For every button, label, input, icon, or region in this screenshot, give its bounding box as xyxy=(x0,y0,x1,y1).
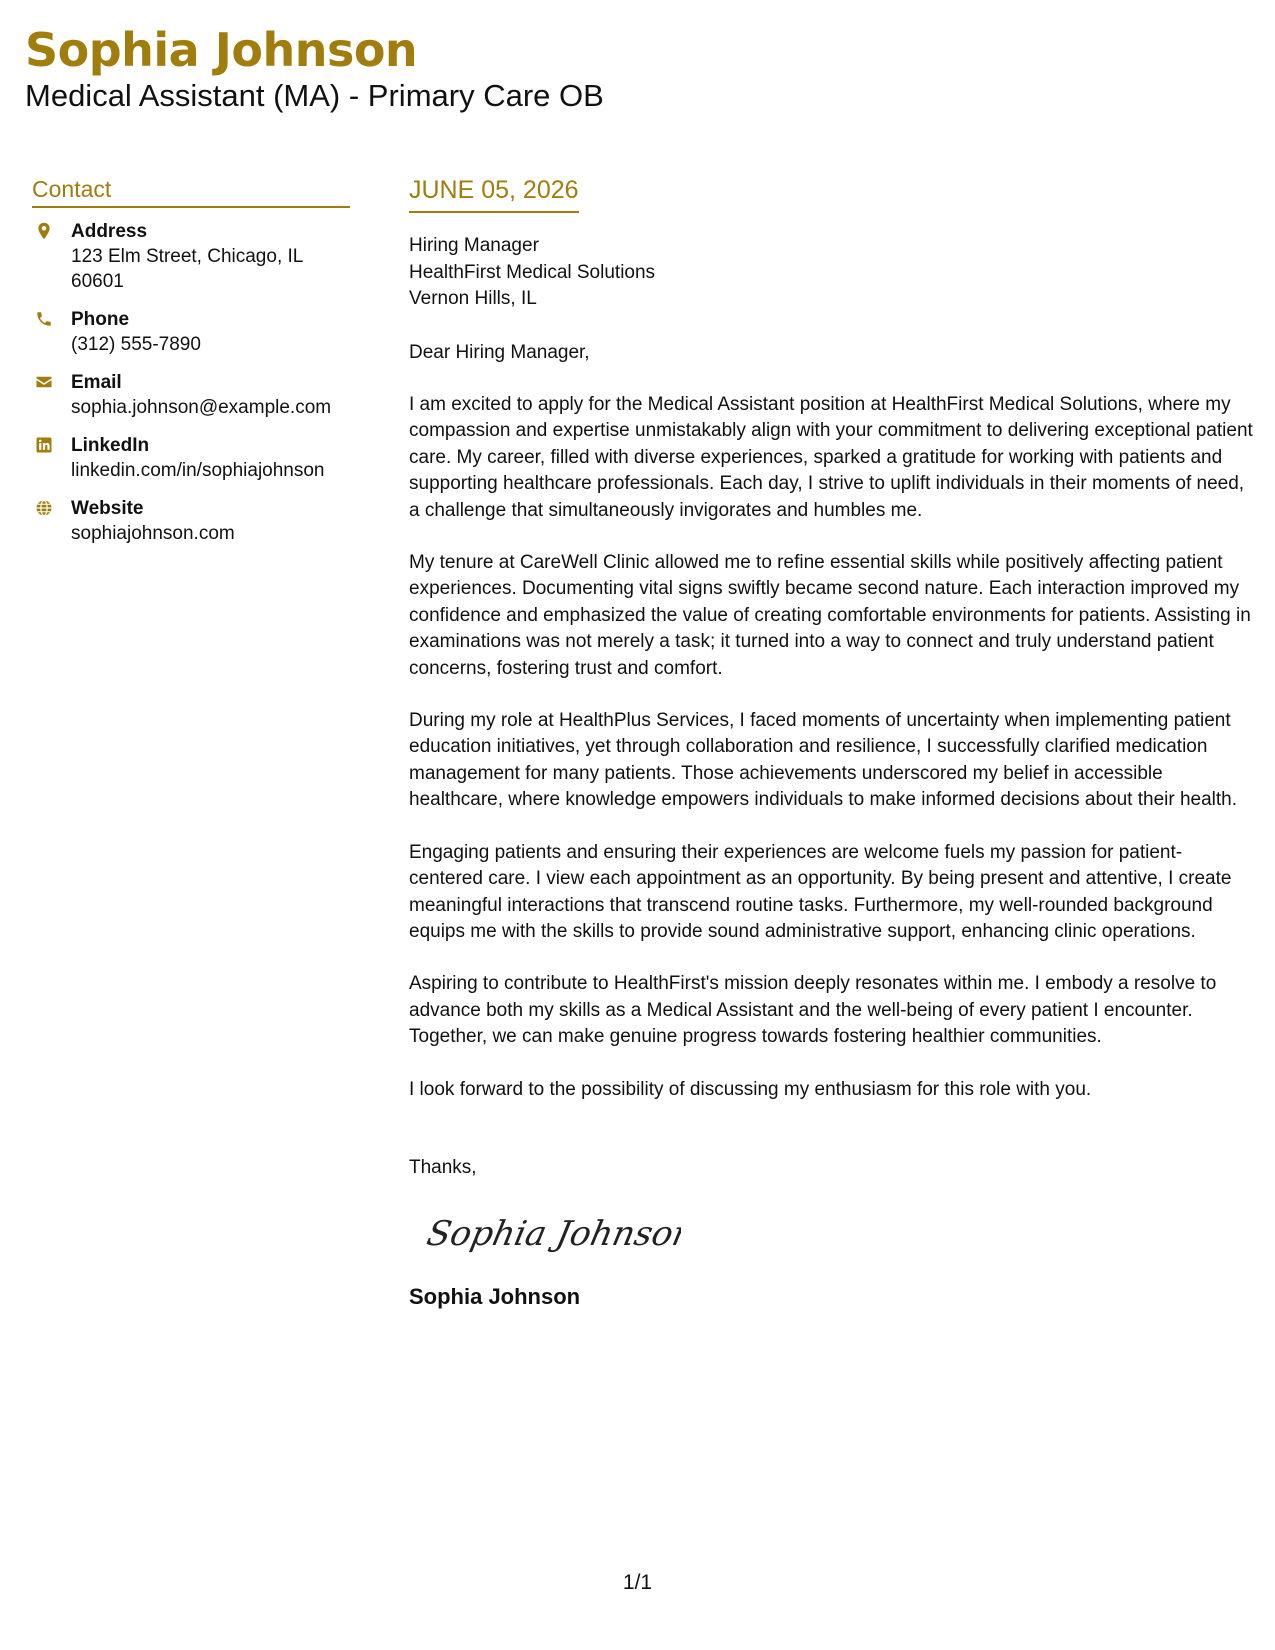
letter-paragraph: During my role at HealthPlus Services, I faced moments of uncertainty when implementing patient education initiatives, yet through collaboration and resilience, I successfully clarified medication management for many patients. Those achievements underscored my belief in accessible healthcare, where knowledge empowers individuals to make informed decisions about their health. xyxy=(409,710,1238,811)
recipient-location: Vernon Hills, IL xyxy=(409,288,537,309)
address-line-2: 60601 xyxy=(71,271,124,292)
phone-label: Phone xyxy=(71,309,130,330)
contact-website xyxy=(32,497,350,546)
letter-paragraph: I am excited to apply for the Medical Assistant position at HealthFirst Medical Solutions, where my compassion and expertise unmistakably align with your commitment to delivering exceptional patient care. My career, filled with diverse experiences, sparked a gratitude for working with patients and supporting healthcare professionals. Each day, I strive to uplift individuals in their moments of need, a challenge that simultaneously invigorates and humbles me. xyxy=(409,394,1253,521)
letter-paragraph: My tenure at CareWell Clinic allowed me to refine essential skills while positively affecting patient experiences. Documenting vital signs swiftly became second nature. Each interaction improved my confidence and emphasized the value of creating comfortable environments for patients. Assisting in examinations was not merely a task; it turned into a way to connect and truly understand patient concerns, fostering trust and comfort. xyxy=(409,552,1251,679)
linkedin-label: LinkedIn xyxy=(71,435,150,456)
linkedin-icon xyxy=(35,436,53,454)
contact-email xyxy=(32,371,350,420)
linkedin-value: linkedin.com/in/sophiajohnson xyxy=(71,460,325,481)
resume-header xyxy=(25,22,604,114)
recipient-block xyxy=(409,233,1254,313)
address-line-1: 123 Elm Street, Chicago, IL xyxy=(71,246,304,267)
envelope-icon xyxy=(35,373,53,391)
letter-date: JUNE 05, 2026 xyxy=(409,176,579,213)
letter-closing: Thanks, xyxy=(409,1156,477,1178)
recipient-company: HealthFirst Medical Solutions xyxy=(409,261,656,283)
contact-phone xyxy=(32,308,350,357)
contact-list xyxy=(32,220,350,546)
handwritten-signature xyxy=(421,1199,681,1269)
globe-icon xyxy=(35,499,53,517)
phone-value: (312) 555-7890 xyxy=(71,334,201,355)
letter-paragraph: Aspiring to contribute to HealthFirst's mission deeply resonates within me. I embody a resolve to advance both my skills as a Medical Assistant and the well-being of every patient I encounter. Together, we can make genuine progress towards fostering healthier communities. xyxy=(409,973,1217,1048)
website-value: sophiajohnson.com xyxy=(71,523,235,544)
contact-heading: Contact xyxy=(32,176,350,208)
email-label: Email xyxy=(71,372,122,393)
contact-sidebar xyxy=(32,176,350,560)
contact-address xyxy=(32,220,350,294)
applicant-name: Sophia Johnson xyxy=(25,23,418,77)
address-label: Address xyxy=(71,221,148,242)
website-label: Website xyxy=(71,498,144,519)
recipient-title: Hiring Manager xyxy=(409,235,539,256)
signature-text: Sophia Johnson xyxy=(423,1214,681,1254)
job-title: Medical Assistant (MA) - Primary Care OB xyxy=(25,78,604,113)
map-pin-icon xyxy=(35,222,53,240)
signer-name: Sophia Johnson xyxy=(409,1283,581,1309)
email-value: sophia.johnson@example.com xyxy=(71,397,332,418)
cover-letter-body xyxy=(409,176,1254,1311)
page-number: 1/1 xyxy=(622,1571,653,1594)
letter-paragraph: I look forward to the possibility of discussing my enthusiasm for this role with you. xyxy=(409,1078,1092,1100)
letter-greeting: Dear Hiring Manager, xyxy=(409,341,590,363)
letter-paragraph: Engaging patients and ensuring their experiences are welcome fuels my passion for patient-centered care. I view each appointment as an opportunity. By being present and attentive, I create meaningful interactions that transcend routine tasks. Furthermore, my well-rounded background equips me with the skills to provide sound administrative support, enhancing clinic operations. xyxy=(409,841,1232,942)
phone-icon xyxy=(35,310,53,328)
contact-linkedin xyxy=(32,434,350,483)
